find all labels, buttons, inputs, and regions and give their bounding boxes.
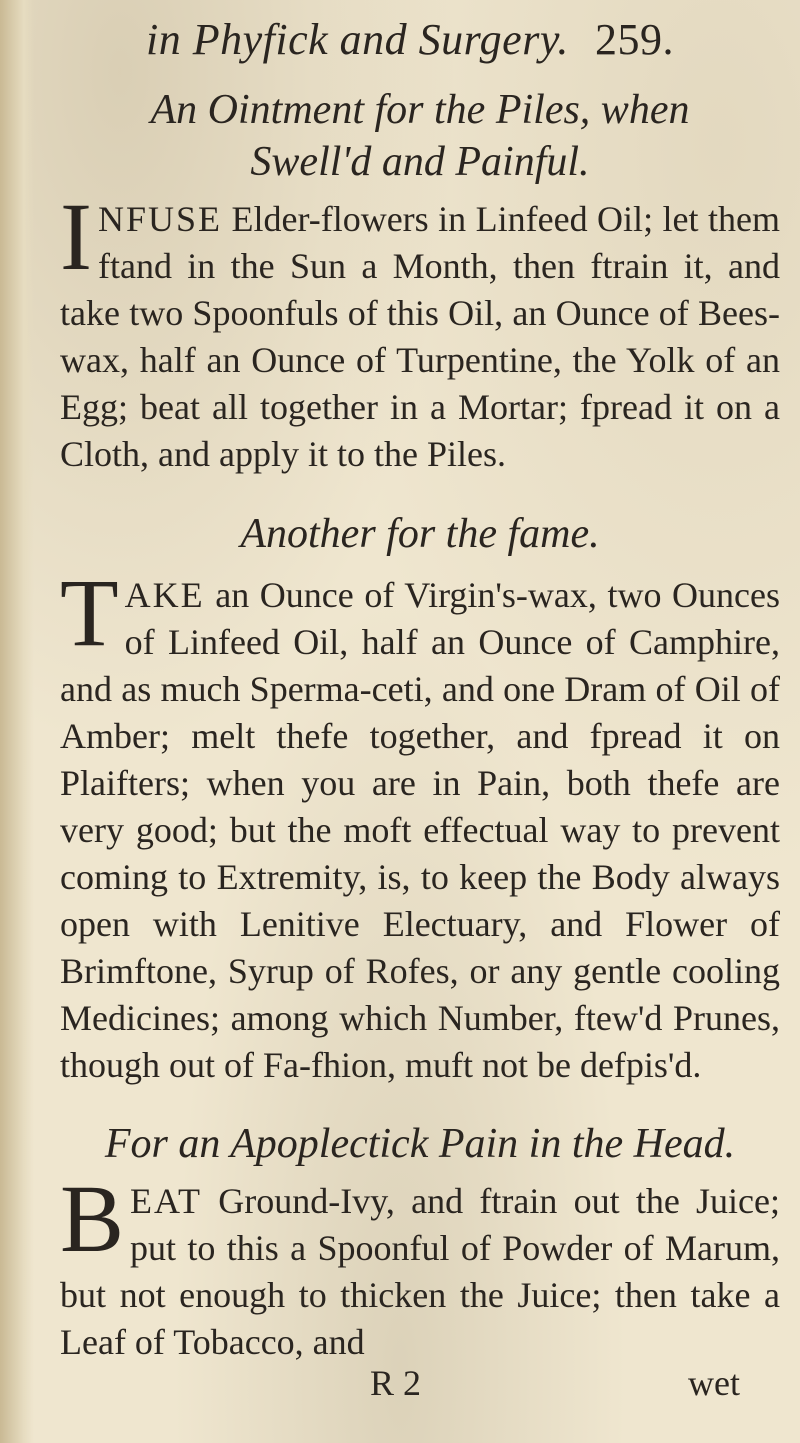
drop-cap: T (60, 559, 119, 666)
section-apoplectick-pain (60, 1118, 780, 1366)
running-head (40, 14, 780, 65)
section-body (60, 559, 781, 1089)
body-text: an Ounce of Virgin's-wax, two Ounces of Linfeed Oil, half an Ounce of Camphire, and as much Sperma-ceti, and one Dram of Oil of Amber; melt thefe together, and fpread it on Plaifters; when you are in Pain, both thefe are very good; but the moft effectual way to prevent coming to Extremity, is, to keep the Body always open with Lenitive Electuary, and Flower of Brimftone, Syrup of Rofes, or any gentle cooling Medicines; among which Number, ftew'd Prunes, though out of Fa-fhion, muft not be defpis'd. (60, 575, 781, 1085)
page-edge-shadow (0, 0, 34, 1443)
section-title: An Ointment for the Piles, when Swell'd and Painful. (150, 87, 690, 185)
lead-word: EAT (130, 1181, 203, 1221)
section-title: Another for the fame. (240, 511, 600, 557)
lead-word: NFUSE (97, 199, 222, 239)
section-body (60, 183, 780, 478)
drop-cap: I (60, 183, 92, 290)
book-page (40, 0, 780, 1443)
catchword: wet (688, 1363, 740, 1403)
section-body (60, 1165, 781, 1366)
lead-word: AKE (124, 575, 205, 615)
running-head-title: in Phyfick and Surgery. (146, 15, 569, 64)
body-text: Ground-Ivy, and ftrain out the Juice; put to this a Spoonful of Powder of Marum, but not enough to thicken the Juice; then take a Leaf of Tobacco, and (60, 1181, 781, 1362)
drop-cap: B (60, 1165, 125, 1272)
section-ointment-piles (60, 84, 780, 478)
section-another-same (60, 508, 780, 1089)
signature-mark: R 2 (370, 1363, 422, 1403)
page-number: 259. (594, 15, 674, 64)
section-title: For an Apoplectick Pain in the Head. (104, 1121, 736, 1167)
body-text: Elder-flowers in Linfeed Oil; let them ftand in the Sun a Month, then ftrain it, and take two Spoonfuls of this Oil, an Ounce of Bees-wax, half an Ounce of Turpentine, the Yolk of an Egg; beat all together in a Mortar; fpread it on a Cloth, and apply it to the Piles. (60, 199, 780, 474)
